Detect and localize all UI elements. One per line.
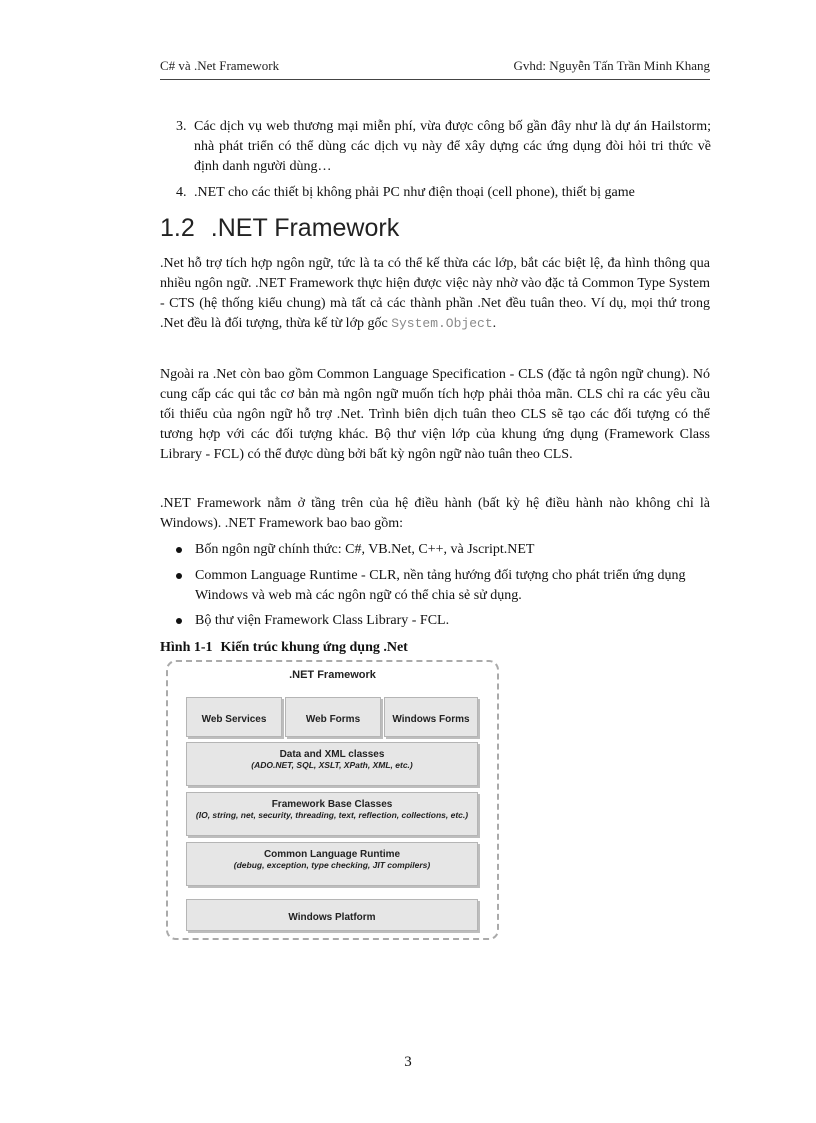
item-number: 3. [176, 119, 187, 134]
box-label: Web Services [201, 714, 267, 725]
figure-number: Hình 1-1 [160, 640, 213, 655]
paragraph: Ngoài ra .Net còn bao gồm Common Language Specification - CLS (đặc tả ngôn ngữ chung). Nó cung cấp các qui tắc cơ bản mà ngôn ngữ muốn tích hợp phải thỏa mãn. CLS chỉ ra các yêu cầu tối thiểu của ngôn ngữ hỗ trợ .Net. Trình biên dịch tuân theo CLS sẽ tạo các đối tượng có thể tương hợp với các đối tượng khác. Bộ thư viện lớp của khung ứng dụng (Framework Class Library - FCL) có thể được dùng bởi bất kỳ ngôn ngữ nào tuân theo CLS. [160, 367, 710, 462]
paragraph-end: . [492, 316, 497, 331]
bullet-item [176, 566, 711, 606]
bullet-icon [176, 547, 182, 553]
clr-layer [186, 842, 478, 886]
page-header [160, 58, 710, 78]
numbered-item [176, 183, 711, 203]
windows-forms-box [384, 697, 478, 737]
bullet-item [176, 611, 711, 631]
web-services-box [186, 697, 282, 737]
item-text: Các dịch vụ web thương mại miễn phí, vừa được công bố gần đây như là dự án Hailstorm; nhà phát triển có thể dùng các dịch vụ này để xây dựng các ứng dụng đòi hỏi tri thức về định danh người dùng… [194, 119, 711, 174]
paragraph: .NET Framework nằm ở tầng trên của hệ điều hành (bất kỳ hệ điều hành nào không chỉ là Windows). .NET Framework bao bao gồm: [160, 496, 710, 531]
layer-name: Framework Base Classes [271, 799, 393, 810]
layer-name: Common Language Runtime [263, 849, 401, 860]
item-text: .NET cho các thiết bị không phải PC như điện thoại (cell phone), thiết bị game [194, 185, 635, 200]
layer-detail: (debug, exception, type checking, JIT compilers) [233, 860, 431, 870]
item-number: 4. [176, 185, 187, 200]
section-title: .NET Framework [210, 214, 400, 242]
box-label: Windows Forms [392, 714, 470, 725]
header-divider [160, 79, 710, 80]
bullet-icon [176, 618, 182, 624]
page-number: 3 [404, 1054, 412, 1070]
figure-caption [160, 640, 408, 656]
box-label: Web Forms [305, 714, 361, 725]
layer-name: Windows Platform [288, 912, 376, 923]
section-number: 1.2 [160, 214, 195, 242]
figure-caption-text: Kiến trúc khung ứng dụng .Net [220, 640, 408, 655]
header-right: Gvhd: Nguyễn Tấn Trần Minh Khang [513, 58, 710, 73]
bullet-icon [176, 573, 182, 579]
base-classes-layer [186, 792, 478, 836]
header-left: C# và .Net Framework [160, 58, 280, 73]
section-heading [160, 214, 399, 243]
layer-detail: (ADO.NET, SQL, XSLT, XPath, XML, etc.) [251, 760, 413, 770]
paragraph [160, 254, 710, 334]
diagram-title: .NET Framework [289, 669, 376, 681]
code-reference: System.Object [391, 316, 493, 331]
windows-platform-layer [186, 899, 478, 931]
bullet-text: Common Language Runtime - CLR, nền tảng hướng đối tượng cho phát triển ứng dụng Windows và web mà các ngôn ngữ có thể chia sẻ sử dụng. [195, 568, 686, 603]
layer-detail: (IO, string, net, security, threading, text, reflection, collections, etc.) [195, 810, 469, 820]
bullet-text: Bốn ngôn ngữ chính thức: C#, VB.Net, C++, và Jscript.NET [195, 542, 535, 557]
architecture-diagram [166, 660, 499, 940]
web-forms-box [285, 697, 381, 737]
paragraph-text: .Net hỗ trợ tích hợp ngôn ngữ, tức là ta có thể kế thừa các lớp, bắt các biệt lệ, đa hình thông qua nhiều ngôn ngữ. .NET Framework thực hiện được việc này nhờ vào đặc tả Common Type System - CTS (hệ thống kiểu chung) mà tất cả các thành phần .Net đều tuân theo. Ví dụ, mọi thứ trong .Net đều là đối tượng, thừa kế từ lớp gốc [160, 256, 710, 331]
bullet-text: Bộ thư viện Framework Class Library - FCL. [195, 613, 450, 628]
bullet-item [176, 540, 711, 560]
layer-name: Data and XML classes [279, 749, 385, 760]
data-xml-layer [186, 742, 478, 786]
numbered-item [176, 117, 711, 177]
